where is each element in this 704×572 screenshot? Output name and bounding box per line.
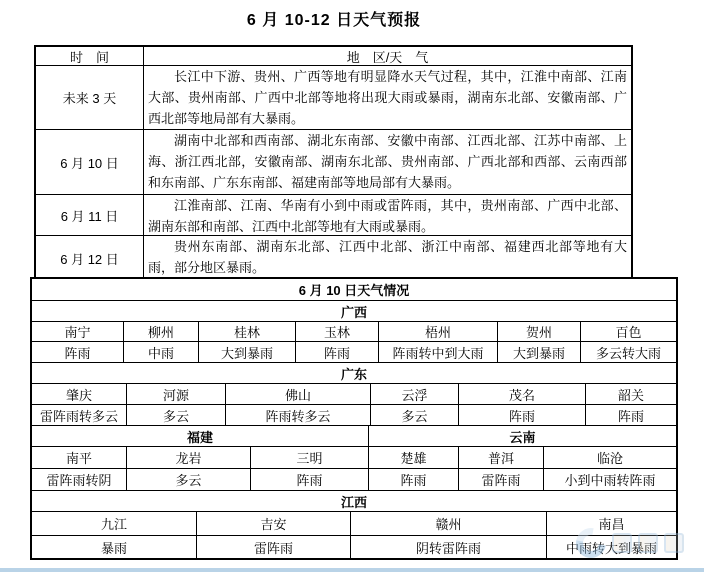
weather-cell: 多云 xyxy=(127,405,226,425)
city-cell: 九江 xyxy=(32,512,197,535)
section-name: 福建 xyxy=(32,426,369,446)
city-cell: 云浮 xyxy=(371,384,459,404)
city-cell: 楚雄 xyxy=(369,447,459,468)
section-name: 江西 xyxy=(340,494,367,510)
weather-cell: 阵雨 xyxy=(369,469,459,490)
city-cell: 三明 xyxy=(251,447,369,468)
table-row xyxy=(32,322,676,342)
table-row xyxy=(32,536,676,558)
section-name: 广西 xyxy=(340,304,367,320)
table-row xyxy=(36,130,631,195)
city-cell: 临沧 xyxy=(596,451,623,466)
forecast-table xyxy=(34,45,633,282)
weather-cell: 雷阵雨 xyxy=(197,536,351,558)
city-cell: 河源 xyxy=(127,384,226,404)
city-cell: 百色 xyxy=(615,325,642,340)
table-row xyxy=(36,66,631,130)
weather-cell: 雷阵雨转多云 xyxy=(32,405,127,425)
city-cell: 佛山 xyxy=(226,384,371,404)
section-header-guangxi xyxy=(32,301,676,322)
weather-cell: 多云 xyxy=(371,405,459,425)
weather-cell: 阵雨转中到大雨 xyxy=(379,342,498,362)
forecast-desc-text: 贵州东南部、湖南东北部、江西中北部、浙江中南部、福建西北部等地有大雨，部分地区暴雨。 xyxy=(148,239,627,275)
forecast-header-time: 时 间 xyxy=(36,47,144,65)
forecast-time-cell: 6 月 11 日 xyxy=(36,195,144,235)
weather-cell: 阵雨 xyxy=(251,469,369,490)
weather-cell: 阵雨 xyxy=(296,342,379,362)
weather-cell: 雷阵雨转阴 xyxy=(32,469,127,490)
weather-cell: 多云 xyxy=(127,469,251,490)
table-row xyxy=(36,195,631,236)
forecast-desc-text: 长江中下游、贵州、广西等地有明显降水天气过程，其中，江淮中南部、江南大部、贵州南部、广西中北部等地将出现大雨或暴雨，湖南东北部、安徽南部、广西北部等地局部有大暴雨。 xyxy=(148,69,627,126)
city-cell: 韶关 xyxy=(617,387,644,403)
table-row xyxy=(32,469,676,491)
detail-title-row xyxy=(32,279,676,301)
weather-cell: 阴转雷阵雨 xyxy=(351,536,547,558)
city-cell: 龙岩 xyxy=(127,447,251,468)
table-row xyxy=(36,236,631,280)
city-cell: 玉林 xyxy=(296,322,379,341)
forecast-desc-cell xyxy=(144,66,631,129)
page-title: 6 月 10-12 日天气预报 xyxy=(246,12,422,29)
table-row xyxy=(32,342,676,363)
weather-cell: 中雨 xyxy=(124,342,199,362)
forecast-desc-text: 江淮南部、江南、华南有小到中雨或雷阵雨，其中，贵州南部、广西中北部、湖南东部和南部、江西中北部等地有大雨或暴雨。 xyxy=(148,198,627,234)
forecast-desc-cell xyxy=(144,236,631,280)
city-cell: 茂名 xyxy=(459,384,586,404)
weather-cell: 阵雨 xyxy=(617,408,644,424)
table-row xyxy=(32,512,676,536)
forecast-time-cell: 未来 3 天 xyxy=(36,66,144,129)
detail-table-title: 6 月 10 日天气情况 xyxy=(298,283,410,298)
section-name: 广东 xyxy=(340,366,367,382)
bottom-edge-strip xyxy=(0,568,704,572)
weather-cell: 阵雨转多云 xyxy=(226,405,371,425)
forecast-desc-cell xyxy=(144,195,631,235)
forecast-header-region: 地 区/天 气 xyxy=(346,49,429,65)
weather-cell: 雷阵雨 xyxy=(459,469,544,490)
weather-cell: 暴雨 xyxy=(32,536,197,558)
forecast-desc-cell xyxy=(144,130,631,194)
weather-cell: 大到暴雨 xyxy=(498,342,581,362)
weather-cell: 中雨转大到暴雨 xyxy=(565,540,657,556)
city-cell: 吉安 xyxy=(197,512,351,535)
city-cell: 南宁 xyxy=(32,322,124,341)
city-cell: 赣州 xyxy=(351,512,547,535)
section-name: 云南 xyxy=(509,429,536,445)
table-row xyxy=(32,384,676,405)
city-cell: 肇庆 xyxy=(32,384,127,404)
weather-cell: 阵雨 xyxy=(32,342,124,362)
weather-cell: 阵雨 xyxy=(459,405,586,425)
city-cell: 南昌 xyxy=(598,517,625,532)
weather-cell: 多云转大雨 xyxy=(595,345,661,361)
section-header-fujian-yunnan xyxy=(32,426,676,447)
section-header-guangdong xyxy=(32,363,676,384)
city-cell: 普洱 xyxy=(459,447,544,468)
table-row xyxy=(32,447,676,469)
forecast-header-row xyxy=(36,47,631,66)
forecast-time-cell: 6 月 10 日 xyxy=(36,130,144,194)
section-header-jiangxi xyxy=(32,491,676,512)
weather-cell: 小到中雨转阵雨 xyxy=(564,473,656,488)
weather-cell: 大到暴雨 xyxy=(199,342,296,362)
city-cell: 桂林 xyxy=(199,322,296,341)
table-row xyxy=(32,405,676,426)
city-cell: 梧州 xyxy=(379,322,498,341)
detail-table xyxy=(30,277,678,560)
city-cell: 贺州 xyxy=(498,322,581,341)
forecast-desc-text: 湖南中北部和西南部、湖北东南部、安徽中南部、江西北部、江苏中南部、上海、浙江西北部，安徽南部、湖南东北部、贵州南部、广西北部和西部、云南西部和东南部、广东东南部、福建南部等地局部有大暴雨。 xyxy=(148,133,627,190)
forecast-time-cell: 6 月 12 日 xyxy=(36,236,144,280)
city-cell: 南平 xyxy=(32,447,127,468)
city-cell: 柳州 xyxy=(124,322,199,341)
